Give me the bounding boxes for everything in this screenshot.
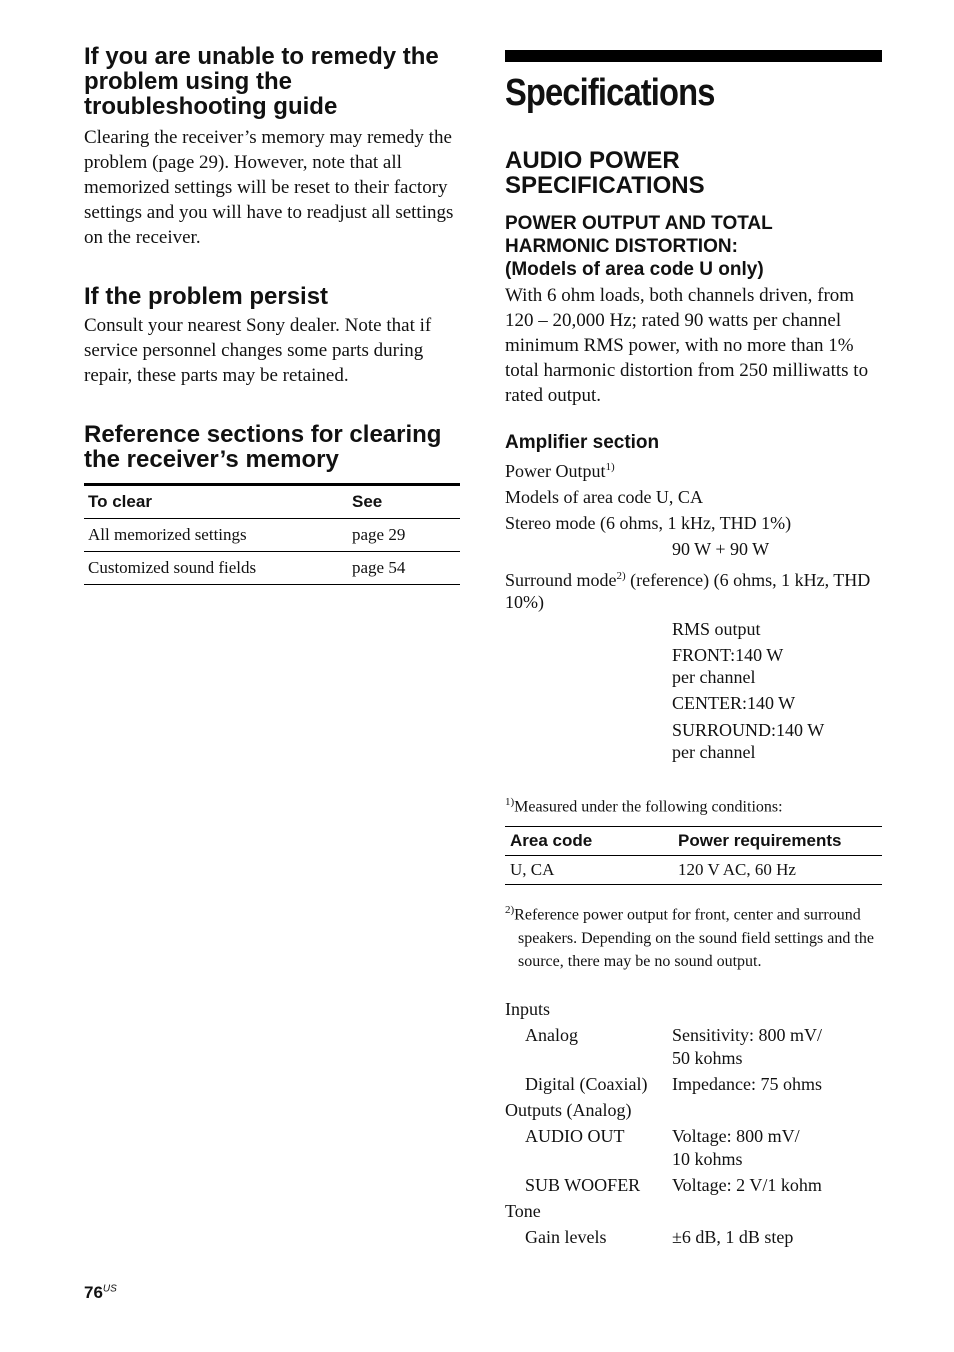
table-cell: U, CA [505, 856, 673, 885]
front-value: FRONT:140 W [672, 645, 784, 665]
reference-table [84, 483, 460, 585]
footnote-ref-2: 2) [616, 570, 626, 582]
table-cell: All memorized settings [84, 519, 348, 552]
tone-row [505, 1200, 882, 1223]
audio-out-label: AUDIO OUT [525, 1125, 625, 1146]
table-cell: page 29 [348, 519, 460, 552]
footnote-2-mark: 2) [505, 904, 515, 917]
models-line: Models of area code U, CA [505, 487, 703, 507]
problem-persist-heading: If the problem persist [84, 283, 329, 310]
surround-value: SURROUND:140 W [672, 720, 825, 740]
surround-line [505, 565, 882, 613]
page-number-value: 76 [84, 1283, 103, 1302]
power-requirements-table [505, 826, 882, 885]
right-column [505, 50, 882, 1249]
audio-out-impedance: 10 kohms [672, 1148, 743, 1169]
power-output-heading: POWER OUTPUT AND TOTAL HARMONIC DISTORTION: [505, 213, 773, 257]
inputs-row [505, 998, 882, 1021]
front-per-channel: per channel [672, 667, 756, 687]
inputs-label: Inputs [505, 998, 550, 1019]
sub-woofer-label: SUB WOOFER [525, 1174, 641, 1195]
footnote-1 [505, 791, 882, 818]
gain-row [505, 1226, 882, 1249]
table-row [84, 519, 460, 552]
audio-out-value [672, 1125, 800, 1171]
sub-woofer-value: Voltage: 2 V/1 kohm [672, 1174, 822, 1195]
footnote-1-mark: 1) [505, 796, 515, 808]
digital-label: Digital (Coaxial) [525, 1073, 648, 1094]
digital-value: Impedance: 75 ohms [672, 1073, 822, 1094]
table-header-row [505, 827, 882, 856]
stereo-line: Stereo mode (6 ohms, 1 kHz, THD 1%) [505, 513, 792, 533]
surround-conditions: (reference) (6 ohms, 1 kHz, THD 10%) [505, 570, 871, 612]
area-code-subheading: (Models of area code U only) [505, 259, 764, 280]
gain-label: Gain levels [525, 1226, 607, 1247]
io-spec-list [505, 998, 882, 1249]
audio-out-row [505, 1125, 882, 1171]
gain-value: ±6 dB, 1 dB step [672, 1226, 794, 1247]
left-column [84, 44, 460, 585]
footnote-ref-1: 1) [605, 461, 615, 473]
table-cell: 120 V AC, 60 Hz [673, 856, 882, 885]
col-header-area-code: Area code [505, 827, 673, 856]
footnote-1-text: Measured under the following conditions: [514, 798, 783, 816]
analog-impedance: 50 kohms [672, 1047, 743, 1068]
table-cell: Customized sound fields [84, 552, 348, 585]
surround-per-channel: per channel [672, 742, 756, 762]
reference-heading: Reference sections for clearing the receiver’s memory [84, 421, 442, 473]
analog-value [672, 1024, 822, 1070]
power-output-line [505, 454, 882, 484]
col-header-see: See [348, 485, 460, 519]
analog-label: Analog [525, 1024, 578, 1045]
remedy-heading: If you are unable to remedy the problem using the troubleshooting guide [84, 43, 439, 120]
tone-label: Tone [505, 1200, 541, 1221]
table-header-row [84, 485, 460, 519]
outputs-label: Outputs (Analog) [505, 1099, 632, 1120]
audio-out-voltage: Voltage: 800 mV/ [672, 1125, 800, 1146]
power-paragraph: With 6 ohm loads, both channels driven, from 120 – 20,000 Hz; rated 90 watts per channel minimum RMS power, with no more than 1% total harmonic distortion from 250 milliwatts to rated output. [505, 285, 869, 406]
amplifier-heading: Amplifier section [505, 432, 660, 453]
table-row [84, 552, 460, 585]
page-number [84, 1283, 117, 1303]
power-output-label: Power Output [505, 461, 606, 481]
page-number-suffix: US [102, 1283, 117, 1295]
specifications-title: Specifications [505, 72, 715, 114]
col-header-to-clear: To clear [84, 485, 348, 519]
problem-persist-paragraph: Consult your nearest Sony dealer. Note that if service personnel changes some parts during repair, these parts may be retained. [84, 315, 432, 386]
rms-output: RMS output [672, 619, 761, 639]
audio-power-heading: AUDIO POWER SPECIFICATIONS [505, 147, 705, 199]
footnote-2 [505, 899, 882, 972]
stereo-value: 90 W + 90 W [672, 539, 770, 559]
digital-row [505, 1073, 882, 1096]
title-bar [505, 50, 882, 62]
outputs-row [505, 1099, 882, 1122]
footnote-2-text: Reference power output for front, center and surround speakers. Depending on the sound field settings and the source, there may be no sound output. [514, 906, 874, 970]
sub-woofer-row [505, 1174, 882, 1197]
table-row [505, 856, 882, 885]
analog-sensitivity: Sensitivity: 800 mV/ [672, 1024, 823, 1045]
center-value: CENTER:140 W [672, 693, 796, 713]
col-header-power-requirements: Power requirements [673, 827, 882, 856]
surround-label: Surround mode [505, 570, 617, 590]
table-cell: page 54 [348, 552, 460, 585]
remedy-paragraph: Clearing the receiver’s memory may remedy the problem (page 29). However, note that all memorized settings will be reset to their factory settings and you will have to readjust all settings on the receiver. [84, 127, 454, 248]
analog-row [505, 1024, 882, 1070]
